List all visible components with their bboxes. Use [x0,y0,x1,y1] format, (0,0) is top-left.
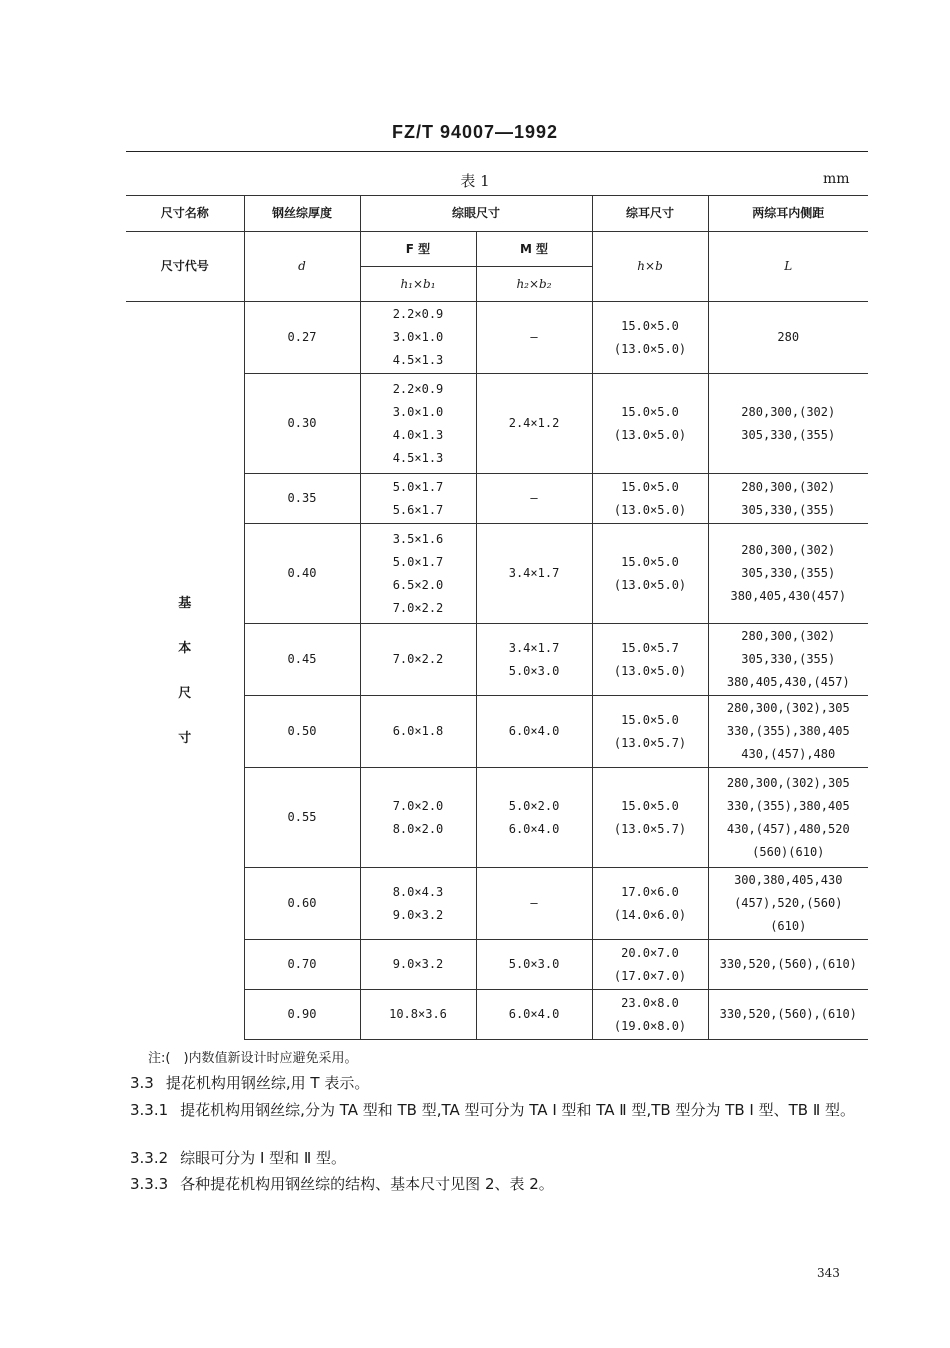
f-eye-cell-line: 7.0×2.2 [392,652,444,666]
f-eye-cell-line: 7.0×2.2 [392,600,444,615]
f-eye-cell-line: 5.0×1.7 [392,479,444,494]
inner-distance-cell-line: 280,300,(302) [741,543,836,557]
ear-size-cell [592,940,708,990]
f-eye-cell-line: 3.5×1.6 [392,531,444,546]
inner-distance-cell-line: 305,330,(355) [741,502,836,517]
paragraph-text: 提花机构用钢丝综,用 T 表示。 [165,1074,370,1092]
paragraph-number: 3.3.1 [130,1101,169,1119]
inner-distance-cell [708,940,868,990]
header-size-name: 尺寸名称 [126,196,244,232]
group-label-char: 尺 [178,685,192,701]
ear-size-cell-line: (13.0×5.0) [613,577,687,592]
table-note: 注:( )内数值新设计时应避免采用。 [148,1051,358,1066]
ear-size-cell [592,990,708,1040]
inner-distance-cell-line: 305,330,(355) [741,566,836,580]
m-eye-cell-line: 6.0×4.0 [508,724,560,738]
header-ear-size: 综耳尺寸 [592,196,708,232]
ear-size-cell [592,768,708,868]
group-label-basic-size [126,302,244,1040]
thickness-cell: 0.27 [244,302,360,374]
f-eye-cell-line: 6.0×1.8 [392,724,444,738]
f-eye-cell [360,624,476,696]
m-eye-cell [476,302,592,374]
inner-distance-cell-line: 305,330,(355) [741,427,836,442]
f-eye-cell-line: 8.0×4.3 [392,884,444,899]
ear-size-cell-line: (17.0×7.0) [613,968,687,983]
table-caption: 表 1 [460,172,490,190]
header-m-type: M 型 [476,232,592,267]
header-d: d [244,232,360,302]
inner-distance-cell-line: (560)(610) [752,844,825,859]
header-thickness: 钢丝综厚度 [244,196,360,232]
thickness-cell: 0.30 [244,374,360,474]
ear-size-cell-line: (13.0×5.7) [613,735,687,750]
document-header: FZ/T 94007—1992 [391,122,559,142]
ear-size-cell-line: 15.0×5.0 [621,554,679,569]
header-L: L [708,232,868,302]
ear-size-cell-line: (19.0×8.0) [613,1018,687,1033]
inner-distance-cell-line: 280,300,(302) [741,404,836,419]
ear-size-cell-line: 15.0×5.0 [621,318,679,333]
inner-distance-cell [708,696,868,768]
m-eye-cell [476,524,592,624]
ear-size-cell-line: 17.0×6.0 [621,884,679,899]
paragraph-text: 各种提花机构用钢丝综的结构、基本尺寸见图 2、表 2。 [180,1175,554,1193]
inner-distance-cell-line: 380,405,430,(457) [726,675,850,689]
inner-distance-cell-line: 430,(457),480,520 [726,821,850,836]
paragraph-text: 综眼可分为 Ⅰ 型和 Ⅱ 型。 [180,1149,347,1167]
header-rule [126,151,868,152]
inner-distance-cell [708,302,868,374]
f-eye-cell [360,524,476,624]
header-size-code: 尺寸代号 [126,232,244,302]
table-unit: mm [823,171,850,187]
inner-distance-cell-line: (610) [770,919,807,933]
m-eye-cell-line: 3.4×1.7 [508,566,560,580]
inner-distance-cell [708,768,868,868]
inner-distance-cell [708,624,868,696]
m-eye-cell [476,940,592,990]
inner-distance-cell-line: 330,520,(560),(610) [719,1007,857,1021]
inner-distance-cell [708,374,868,474]
inner-distance-cell-line: 300,380,405,430 [734,873,843,887]
group-label-char: 基 [178,595,192,611]
inner-distance-cell-line: 305,330,(355) [741,652,836,666]
inner-distance-cell-line: 430,(457),480 [741,747,836,761]
header-h1b1: h₁×b₁ [360,267,476,302]
ear-size-cell [592,302,708,374]
inner-distance-cell-line: 330,(355),380,405 [726,798,850,813]
m-eye-cell [476,868,592,940]
inner-distance-cell [708,474,868,524]
m-eye-cell [476,624,592,696]
ear-size-cell-line: 15.0×5.0 [621,798,679,813]
inner-distance-cell [708,868,868,940]
thickness-cell: 0.90 [244,990,360,1040]
thickness-cell: 0.35 [244,474,360,524]
m-eye-cell-line: 5.0×3.0 [508,663,560,678]
m-eye-cell-line: 5.0×3.0 [508,957,560,971]
f-eye-cell [360,474,476,524]
ear-size-cell [592,474,708,524]
f-eye-cell-line: 3.0×1.0 [392,404,444,419]
f-eye-cell [360,696,476,768]
f-eye-cell-line: 2.2×0.9 [392,307,444,321]
ear-size-cell-line: (14.0×6.0) [613,907,687,922]
f-eye-cell [360,374,476,474]
m-eye-cell [476,474,592,524]
ear-size-cell-line: 15.0×5.0 [621,712,679,727]
paragraph-3-3-1 [130,1097,870,1123]
inner-distance-cell-line: 280 [777,330,800,344]
thickness-cell: 0.70 [244,940,360,990]
m-eye-cell-line: — [530,896,538,910]
thickness-cell: 0.45 [244,624,360,696]
ear-size-cell [592,524,708,624]
spec-table [126,195,868,1040]
header-row-2 [126,232,868,267]
ear-size-cell-line: 15.0×5.7 [621,640,679,655]
ear-size-cell-line: 15.0×5.0 [621,404,679,419]
m-eye-cell [476,768,592,868]
f-eye-cell-line: 4.5×1.3 [392,353,444,367]
header-f-type: F 型 [360,232,476,267]
f-eye-cell [360,302,476,374]
inner-distance-cell [708,990,868,1040]
paragraph-3-3 [130,1070,870,1096]
paragraph-text: 提花机构用钢丝综,分为 TA 型和 TB 型,TA 型可分为 TA Ⅰ 型和 TA Ⅱ 型,TB 型分为 TB Ⅰ 型、TB Ⅱ 型。 [180,1101,855,1119]
ear-size-cell-line: (13.0×5.0) [613,341,687,356]
f-eye-cell-line: 5.6×1.7 [392,502,444,517]
group-label-char: 本 [178,640,192,656]
page-number: 343 [817,1266,840,1280]
paragraph-number: 3.3.3 [130,1175,169,1193]
header-eye-size: 综眼尺寸 [360,196,592,232]
ear-size-cell-line: 15.0×5.0 [621,479,679,494]
f-eye-cell-line: 3.0×1.0 [392,330,444,344]
f-eye-cell-line: 9.0×3.2 [392,957,444,971]
header-inner-distance: 两综耳内侧距 [708,196,868,232]
m-eye-cell [476,990,592,1040]
group-label-char: 寸 [178,730,192,746]
thickness-cell: 0.50 [244,696,360,768]
inner-distance-cell-line: 280,300,(302),305 [726,775,850,790]
f-eye-cell-line: 7.0×2.0 [392,798,444,813]
f-eye-cell-line: 10.8×3.6 [389,1007,447,1021]
ear-size-cell-line: (13.0×5.0) [613,663,687,678]
f-eye-cell-line: 8.0×2.0 [392,821,444,836]
m-eye-cell-line: — [530,330,538,344]
thickness-cell: 0.40 [244,524,360,624]
f-eye-cell [360,990,476,1040]
ear-size-cell [592,696,708,768]
paragraph-3-3-3 [130,1171,870,1197]
m-eye-cell-line: 2.4×1.2 [508,416,560,430]
thickness-cell: 0.60 [244,868,360,940]
m-eye-cell [476,696,592,768]
inner-distance-cell-line: (457),520,(560) [734,896,843,910]
m-eye-cell-line: 3.4×1.7 [508,640,560,655]
paragraph-number: 3.3 [130,1074,154,1092]
paragraph-number: 3.3.2 [130,1149,169,1167]
f-eye-cell-line: 2.2×0.9 [392,381,444,396]
inner-distance-cell-line: 280,300,(302) [741,479,836,494]
ear-size-cell [592,624,708,696]
f-eye-cell [360,768,476,868]
inner-distance-cell-line: 330,(355),380,405 [726,724,850,738]
inner-distance-cell [708,524,868,624]
ear-size-cell-line: 23.0×8.0 [621,995,679,1010]
inner-distance-cell-line: 280,300,(302),305 [726,701,850,715]
header-hb: h×b [592,232,708,302]
inner-distance-cell-line: 330,520,(560),(610) [719,957,857,971]
f-eye-cell-line: 9.0×3.2 [392,907,444,922]
m-eye-cell-line: 5.0×2.0 [508,798,560,813]
m-eye-cell-line: 6.0×4.0 [508,1007,560,1021]
header-h2b2: h₂×b₂ [476,267,592,302]
ear-size-cell [592,374,708,474]
ear-size-cell-line: (13.0×5.0) [613,427,687,442]
inner-distance-cell-line: 380,405,430(457) [730,589,847,603]
f-eye-cell [360,868,476,940]
f-eye-cell [360,940,476,990]
ear-size-cell [592,868,708,940]
thickness-cell: 0.55 [244,768,360,868]
ear-size-cell-line: (13.0×5.0) [613,502,687,517]
paragraph-3-3-2 [130,1145,870,1171]
f-eye-cell-line: 6.5×2.0 [392,577,444,592]
table-row [126,302,868,374]
m-eye-cell-line: 6.0×4.0 [508,821,560,836]
ear-size-cell-line: (13.0×5.7) [613,821,687,836]
ear-size-cell-line: 20.0×7.0 [621,945,679,960]
f-eye-cell-line: 5.0×1.7 [392,554,444,569]
header-row-1 [126,196,868,232]
f-eye-cell-line: 4.5×1.3 [392,450,444,465]
m-eye-cell [476,374,592,474]
inner-distance-cell-line: 280,300,(302) [741,629,836,643]
f-eye-cell-line: 4.0×1.3 [392,427,444,442]
m-eye-cell-line: — [530,491,538,505]
